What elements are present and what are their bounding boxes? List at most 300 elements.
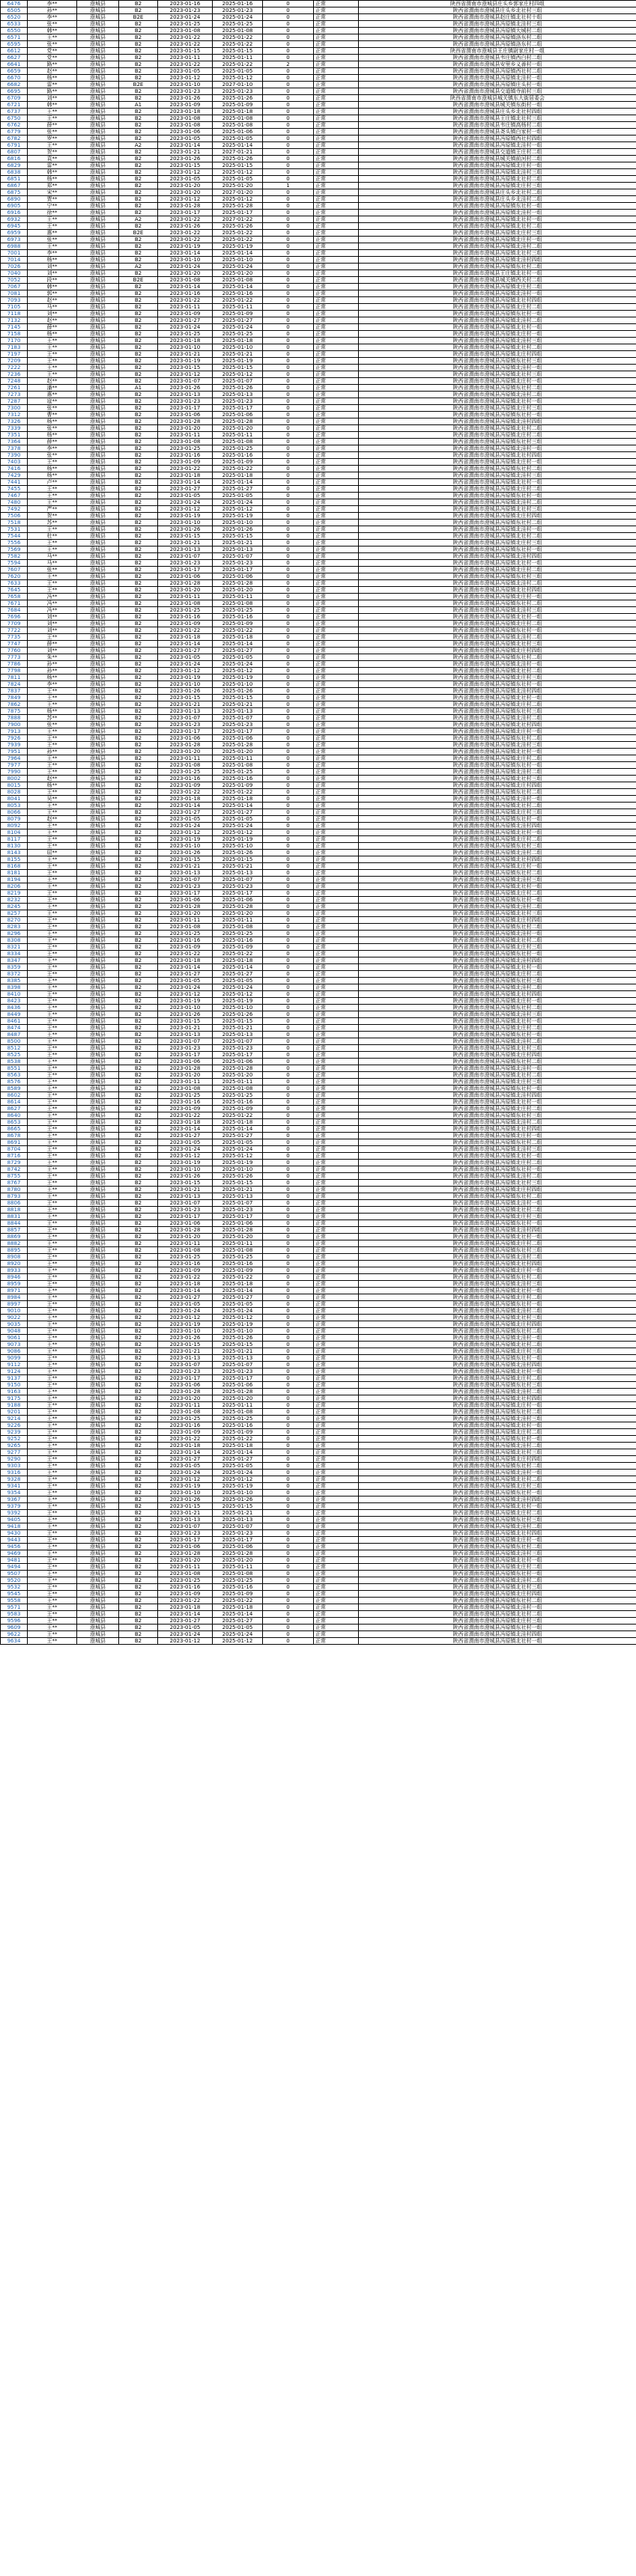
points-cell: 2 xyxy=(263,61,314,68)
address-cell: 陕西省渭南市澄城县冯原镇北社村一组 xyxy=(359,1638,636,1645)
driver-name-cell: 王** xyxy=(28,142,77,149)
issue-date-cell: 2023-01-22 xyxy=(158,466,213,472)
record-id-cell: 7518 xyxy=(1,520,28,526)
status-cell: 正常 xyxy=(314,897,359,904)
address-cell: 陕西省渭南市澄城县冯原镇北洼村二组 xyxy=(359,984,636,991)
table-row xyxy=(1,358,636,365)
valid-until-cell: 2025-01-14 xyxy=(213,641,263,648)
status-cell: 正常 xyxy=(314,742,359,749)
license-class-cell: B2 xyxy=(119,1355,158,1362)
issue-date-cell: 2023-01-20 xyxy=(158,183,213,189)
license-class-cell: B2 xyxy=(119,1085,158,1092)
table-row xyxy=(1,1173,636,1180)
issue-date-cell: 2023-01-05 xyxy=(158,978,213,984)
valid-until-cell: 2025-01-08 xyxy=(213,1571,263,1577)
record-id-cell: 9175 xyxy=(1,1395,28,1402)
points-cell: 0 xyxy=(263,1429,314,1436)
points-cell: 0 xyxy=(263,88,314,95)
address-cell: 陕西省渭南市澄城县安里乡义善村一组 xyxy=(359,61,636,68)
status-cell: 正常 xyxy=(314,264,359,270)
record-id-cell: 6641 xyxy=(1,61,28,68)
points-cell: 0 xyxy=(263,169,314,176)
driver-name-cell: 马** xyxy=(28,553,77,560)
issue-date-cell: 2023-01-06 xyxy=(158,735,213,742)
points-cell: 0 xyxy=(263,1018,314,1025)
office-cell: 澄城县 xyxy=(77,910,119,917)
address-cell: 陕西省渭南市澄城县冯原镇北庄村三组 xyxy=(359,540,636,546)
license-class-cell: A2 xyxy=(119,216,158,223)
points-cell: 0 xyxy=(263,176,314,183)
table-row xyxy=(1,836,636,843)
office-cell: 澄城县 xyxy=(77,243,119,250)
driver-name-cell: 冯** xyxy=(28,600,77,607)
record-id-cell: 6505 xyxy=(1,7,28,14)
table-row xyxy=(1,304,636,311)
status-cell: 正常 xyxy=(314,1443,359,1449)
driver-name-cell: 王** xyxy=(28,540,77,546)
issue-date-cell: 2023-01-18 xyxy=(158,796,213,803)
license-class-cell: B2 xyxy=(119,1342,158,1348)
address-cell: 陕西省渭南市澄城县冯原镇北社村三组 xyxy=(359,1449,636,1456)
valid-until-cell: 2025-01-19 xyxy=(213,1321,263,1328)
issue-date-cell: 2023-01-07 xyxy=(158,553,213,560)
points-cell: 0 xyxy=(263,1368,314,1375)
points-cell: 0 xyxy=(263,951,314,957)
record-id-cell: 9430 xyxy=(1,1530,28,1537)
license-class-cell: B2 xyxy=(119,1544,158,1550)
driver-name-cell: 薛** xyxy=(28,324,77,331)
license-class-cell: B2 xyxy=(119,1389,158,1395)
issue-date-cell: 2023-01-17 xyxy=(158,567,213,573)
driver-name-cell: 王** xyxy=(28,493,77,499)
driver-name-cell: 王** xyxy=(28,1106,77,1112)
points-cell: 0 xyxy=(263,1409,314,1416)
valid-until-cell: 2025-01-27 xyxy=(213,1618,263,1625)
issue-date-cell: 2023-01-16 xyxy=(158,290,213,297)
points-cell: 0 xyxy=(263,924,314,931)
points-cell: 0 xyxy=(263,344,314,351)
address-cell: 陕西省渭南市澄城县冯原镇北洼村四组 xyxy=(359,1631,636,1638)
license-class-cell: B2 xyxy=(119,944,158,951)
table-row xyxy=(1,14,636,21)
license-class-cell: B2 xyxy=(119,1025,158,1032)
office-cell: 澄城县 xyxy=(77,621,119,627)
record-id-cell: 8002 xyxy=(1,776,28,782)
office-cell: 澄城县 xyxy=(77,257,119,264)
status-cell: 正常 xyxy=(314,1335,359,1342)
status-cell: 正常 xyxy=(314,371,359,378)
status-cell: 正常 xyxy=(314,1463,359,1470)
table-row xyxy=(1,910,636,917)
valid-until-cell: 2025-01-19 xyxy=(213,513,263,520)
issue-date-cell: 2023-01-10 xyxy=(158,681,213,688)
driver-name-cell: 贺** xyxy=(28,513,77,520)
license-class-cell: B2 xyxy=(119,1092,158,1099)
driver-name-cell: 苏** xyxy=(28,715,77,722)
issue-date-cell: 2023-01-11 xyxy=(158,1079,213,1085)
license-class-cell: B2 xyxy=(119,1476,158,1483)
valid-until-cell: 2025-01-17 xyxy=(213,890,263,897)
address-cell: 陕西省渭南市澄城县冯原镇北社村三组 xyxy=(359,1045,636,1052)
address-cell: 陕西省渭南市澄城县冯原镇北洼村三组 xyxy=(359,1011,636,1018)
status-cell: 正常 xyxy=(314,1288,359,1294)
status-cell: 正常 xyxy=(314,641,359,648)
table-row xyxy=(1,1436,636,1443)
address-cell: 陕西省渭南市澄城县冯原镇北庄村二组 xyxy=(359,890,636,897)
valid-until-cell: 2025-01-18 xyxy=(213,634,263,641)
issue-date-cell: 2023-01-05 xyxy=(158,654,213,661)
license-class-cell: B2 xyxy=(119,1456,158,1463)
driver-name-cell: 张** xyxy=(28,21,77,28)
office-cell: 澄城县 xyxy=(77,115,119,122)
points-cell: 0 xyxy=(263,904,314,910)
points-cell: 0 xyxy=(263,277,314,284)
issue-date-cell: 2023-01-22 xyxy=(158,237,213,243)
license-class-cell: B2 xyxy=(119,365,158,371)
table-row xyxy=(1,641,636,648)
valid-until-cell: 2025-01-08 xyxy=(213,924,263,931)
points-cell: 0 xyxy=(263,237,314,243)
table-row xyxy=(1,1368,636,1375)
valid-until-cell: 2025-01-06 xyxy=(213,1220,263,1227)
points-cell: 0 xyxy=(263,755,314,762)
status-cell: 正常 xyxy=(314,1483,359,1490)
valid-until-cell: 2025-01-10 xyxy=(213,681,263,688)
license-class-cell: B2 xyxy=(119,1409,158,1416)
points-cell: 0 xyxy=(263,1321,314,1328)
record-id-cell: 6595 xyxy=(1,41,28,48)
issue-date-cell: 2023-01-16 xyxy=(158,452,213,459)
office-cell: 澄城县 xyxy=(77,223,119,230)
address-cell: 陕西省渭南市澄城县冯原镇北庄村二组 xyxy=(359,971,636,978)
status-cell: 正常 xyxy=(314,701,359,708)
status-cell: 正常 xyxy=(314,695,359,701)
valid-until-cell: 2025-01-27 xyxy=(213,1133,263,1139)
status-cell: 正常 xyxy=(314,1510,359,1517)
table-row xyxy=(1,237,636,243)
address-cell: 陕西省渭南市澄城县冯原镇北庄村三组 xyxy=(359,809,636,816)
issue-date-cell: 2023-01-12 xyxy=(158,1153,213,1160)
valid-until-cell: 2025-01-08 xyxy=(213,1085,263,1092)
valid-until-cell: 2025-01-05 xyxy=(213,978,263,984)
valid-until-cell: 2025-01-28 xyxy=(213,1065,263,1072)
office-cell: 澄城县 xyxy=(77,338,119,344)
points-cell: 0 xyxy=(263,324,314,331)
issue-date-cell: 2023-01-05 xyxy=(158,1139,213,1146)
valid-until-cell: 2025-01-28 xyxy=(213,203,263,210)
license-class-cell: B2 xyxy=(119,1368,158,1375)
record-id-cell: 7735 xyxy=(1,634,28,641)
driver-name-cell: 郭** xyxy=(28,290,77,297)
record-id-cell: 7773 xyxy=(1,654,28,661)
valid-until-cell: 2025-01-21 xyxy=(213,1025,263,1032)
valid-until-cell: 2025-01-05 xyxy=(213,176,263,183)
license-class-cell: B2 xyxy=(119,317,158,324)
driver-name-cell: 孙** xyxy=(28,668,77,675)
issue-date-cell: 2023-01-13 xyxy=(158,1193,213,1200)
driver-name-cell: 李** xyxy=(28,14,77,21)
status-cell: 正常 xyxy=(314,668,359,675)
driver-name-cell: 王** xyxy=(28,216,77,223)
table-row xyxy=(1,1119,636,1126)
status-cell: 正常 xyxy=(314,1584,359,1591)
record-id-cell: 9558 xyxy=(1,1598,28,1604)
license-class-cell: B2 xyxy=(119,910,158,917)
status-cell: 正常 xyxy=(314,856,359,863)
record-id-cell: 8321 xyxy=(1,944,28,951)
office-cell: 澄城县 xyxy=(77,1496,119,1503)
record-id-cell: 6682 xyxy=(1,82,28,88)
office-cell: 澄城县 xyxy=(77,722,119,728)
points-cell: 0 xyxy=(263,270,314,277)
valid-until-cell: 2025-01-05 xyxy=(213,1301,263,1308)
table-row xyxy=(1,445,636,452)
driver-name-cell: 王** xyxy=(28,1321,77,1328)
record-id-cell: 7569 xyxy=(1,546,28,553)
table-row xyxy=(1,183,636,189)
table-row xyxy=(1,856,636,863)
status-cell: 正常 xyxy=(314,297,359,304)
driver-name-cell: 徐** xyxy=(28,210,77,216)
points-cell: 0 xyxy=(263,931,314,937)
valid-until-cell: 2025-01-08 xyxy=(213,277,263,284)
valid-until-cell: 2025-01-26 xyxy=(213,1496,263,1503)
table-row xyxy=(1,1005,636,1011)
driver-name-cell: 王** xyxy=(28,1517,77,1523)
issue-date-cell: 2023-01-27 xyxy=(158,317,213,324)
driver-name-cell: 杨** xyxy=(28,257,77,264)
office-cell: 澄城县 xyxy=(77,1463,119,1470)
table-row xyxy=(1,1180,636,1187)
driver-name-cell: 王** xyxy=(28,109,77,115)
office-cell: 澄城县 xyxy=(77,1638,119,1645)
address-cell: 陕西省渭南市澄城县冯原镇北社村二组 xyxy=(359,425,636,432)
issue-date-cell: 2023-01-14 xyxy=(158,1611,213,1618)
issue-date-cell: 2023-01-23 xyxy=(158,722,213,728)
issue-date-cell: 2023-01-18 xyxy=(158,1604,213,1611)
issue-date-cell: 2023-01-26 xyxy=(158,1335,213,1342)
status-cell: 正常 xyxy=(314,573,359,580)
license-class-cell: B2 xyxy=(119,1611,158,1618)
driver-name-cell: 王** xyxy=(28,1449,77,1456)
office-cell: 澄城县 xyxy=(77,1294,119,1301)
license-class-cell: B2 xyxy=(119,573,158,580)
table-row xyxy=(1,883,636,890)
record-id-cell: 8245 xyxy=(1,904,28,910)
issue-date-cell: 2023-01-16 xyxy=(158,776,213,782)
address-cell: 陕西省渭南市澄城县冯原镇北洼村二组 xyxy=(359,243,636,250)
driver-name-cell: 王** xyxy=(28,1294,77,1301)
valid-until-cell: 2025-01-26 xyxy=(213,156,263,162)
points-cell: 0 xyxy=(263,1011,314,1018)
address-cell: 陕西省渭南市澄城县冯原镇北洼村一组 xyxy=(359,796,636,803)
valid-until-cell: 2025-01-13 xyxy=(213,1193,263,1200)
table-row xyxy=(1,850,636,856)
valid-until-cell: 2025-01-07 xyxy=(213,877,263,883)
table-row xyxy=(1,1153,636,1160)
status-cell: 正常 xyxy=(314,823,359,829)
issue-date-cell: 2023-01-19 xyxy=(158,513,213,520)
office-cell: 澄城县 xyxy=(77,459,119,466)
valid-until-cell: 2025-01-20 xyxy=(213,587,263,594)
valid-until-cell: 2025-01-27 xyxy=(213,486,263,493)
status-cell: 正常 xyxy=(314,1227,359,1234)
license-class-cell: B2 xyxy=(119,1,158,7)
record-id-cell: 7132 xyxy=(1,317,28,324)
address-cell: 陕西省渭南市澄城县冯原镇北庄村三组 xyxy=(359,1483,636,1490)
table-row xyxy=(1,486,636,493)
status-cell: 正常 xyxy=(314,284,359,290)
table-row xyxy=(1,257,636,264)
office-cell: 澄城县 xyxy=(77,1153,119,1160)
record-id-cell: 8512 xyxy=(1,1045,28,1052)
points-cell: 0 xyxy=(263,856,314,863)
table-row xyxy=(1,1382,636,1389)
valid-until-cell: 2025-01-09 xyxy=(213,1591,263,1598)
driver-name-cell: 冯** xyxy=(28,607,77,614)
record-id-cell: 9456 xyxy=(1,1544,28,1550)
driver-name-cell: 寇** xyxy=(28,398,77,405)
license-class-cell: B2 xyxy=(119,1166,158,1173)
address-cell: 陕西省渭南市澄城县冯原镇北庄村二组 xyxy=(359,1564,636,1571)
status-cell: 正常 xyxy=(314,1523,359,1530)
points-cell: 0 xyxy=(263,14,314,21)
points-cell: 0 xyxy=(263,1483,314,1490)
record-id-cell: 6973 xyxy=(1,237,28,243)
table-row xyxy=(1,931,636,937)
office-cell: 澄城县 xyxy=(77,452,119,459)
driver-name-cell: 王** xyxy=(28,1611,77,1618)
valid-until-cell: 2025-01-16 xyxy=(213,1,263,7)
issue-date-cell: 2023-01-10 xyxy=(158,82,213,88)
driver-name-cell: 赵** xyxy=(28,776,77,782)
driver-name-cell: 杨** xyxy=(28,782,77,789)
points-cell: 0 xyxy=(263,984,314,991)
table-row xyxy=(1,1301,636,1308)
points-cell: 0 xyxy=(263,1254,314,1261)
valid-until-cell: 2025-01-24 xyxy=(213,264,263,270)
license-class-cell: B2 xyxy=(119,129,158,136)
driver-name-cell: 王** xyxy=(28,1544,77,1550)
driver-name-cell: 王** xyxy=(28,964,77,971)
status-cell: 正常 xyxy=(314,196,359,203)
status-cell: 正常 xyxy=(314,412,359,418)
issue-date-cell: 2023-01-13 xyxy=(158,1517,213,1523)
driver-name-cell: 王** xyxy=(28,1173,77,1180)
driver-name-cell: 王** xyxy=(28,924,77,931)
record-id-cell: 8181 xyxy=(1,870,28,877)
address-cell: 陕西省渭南市澄城县冯原镇北社村一组 xyxy=(359,1368,636,1375)
valid-until-cell: 2025-01-18 xyxy=(213,472,263,479)
record-id-cell: 6612 xyxy=(1,48,28,55)
valid-until-cell: 2025-01-05 xyxy=(213,493,263,499)
driver-name-cell: 王** xyxy=(28,1267,77,1274)
valid-until-cell: 2025-01-26 xyxy=(213,385,263,392)
office-cell: 澄城县 xyxy=(77,1476,119,1483)
address-cell: 陕西省渭南市澄城县冯原镇西社村二组 xyxy=(359,68,636,75)
table-row xyxy=(1,365,636,371)
table-row xyxy=(1,782,636,789)
status-cell: 正常 xyxy=(314,1342,359,1348)
table-row xyxy=(1,1463,636,1470)
license-class-cell: B2 xyxy=(119,189,158,196)
record-id-cell: 6533 xyxy=(1,21,28,28)
table-row xyxy=(1,1618,636,1625)
issue-date-cell: 2023-01-16 xyxy=(158,937,213,944)
driver-name-cell: 王** xyxy=(28,1052,77,1059)
status-cell: 正常 xyxy=(314,1456,359,1463)
table-row xyxy=(1,1018,636,1025)
status-cell: 正常 xyxy=(314,836,359,843)
status-cell: 正常 xyxy=(314,136,359,142)
license-class-cell: B2 xyxy=(119,735,158,742)
points-cell: 0 xyxy=(263,1362,314,1368)
table-row xyxy=(1,567,636,573)
office-cell: 澄城县 xyxy=(77,796,119,803)
status-cell: 正常 xyxy=(314,290,359,297)
office-cell: 澄城县 xyxy=(77,48,119,55)
driver-name-cell: 张** xyxy=(28,425,77,432)
issue-date-cell: 2023-01-10 xyxy=(158,1166,213,1173)
office-cell: 澄城县 xyxy=(77,1611,119,1618)
record-id-cell: 6791 xyxy=(1,142,28,149)
issue-date-cell: 2023-01-17 xyxy=(158,1375,213,1382)
address-cell: 陕西省渭南市澄城县冯原镇北庄村四组 xyxy=(359,513,636,520)
address-cell: 陕西省渭南市澄城县冯原镇北洼村三组 xyxy=(359,1146,636,1153)
address-cell: 陕西省渭南市澄城县冯原镇东社村一组 xyxy=(359,1625,636,1631)
address-cell: 陕西省渭南市澄城县冯原镇北庄村一组 xyxy=(359,863,636,870)
office-cell: 澄城县 xyxy=(77,1429,119,1436)
address-cell: 陕西省渭南市澄城县冯原镇东社村一组 xyxy=(359,203,636,210)
office-cell: 澄城县 xyxy=(77,68,119,75)
table-row xyxy=(1,398,636,405)
points-cell: 0 xyxy=(263,553,314,560)
record-id-cell: 7300 xyxy=(1,405,28,412)
table-row xyxy=(1,904,636,910)
driver-name-cell: 王** xyxy=(28,917,77,924)
license-class-cell: B2 xyxy=(119,931,158,937)
license-class-cell: B2 xyxy=(119,34,158,41)
address-cell: 陕西省渭南市澄城县冯原镇北社村三组 xyxy=(359,371,636,378)
points-cell: 0 xyxy=(263,998,314,1005)
record-id-cell: 8257 xyxy=(1,910,28,917)
driver-name-cell: 王** xyxy=(28,580,77,587)
license-class-cell: B2 xyxy=(119,1328,158,1335)
office-cell: 澄城县 xyxy=(77,1631,119,1638)
office-cell: 澄城县 xyxy=(77,1544,119,1550)
issue-date-cell: 2023-01-22 xyxy=(158,789,213,796)
driver-name-cell: 王** xyxy=(28,937,77,944)
office-cell: 澄城县 xyxy=(77,304,119,311)
table-row xyxy=(1,1220,636,1227)
office-cell: 澄城县 xyxy=(77,1119,119,1126)
table-row xyxy=(1,61,636,68)
status-cell: 正常 xyxy=(314,1618,359,1625)
record-id-cell: 7429 xyxy=(1,472,28,479)
points-cell: 0 xyxy=(263,1335,314,1342)
points-cell: 0 xyxy=(263,1281,314,1288)
license-class-cell: B2 xyxy=(119,162,158,169)
issue-date-cell: 2023-01-20 xyxy=(158,587,213,594)
points-cell: 0 xyxy=(263,823,314,829)
license-class-cell: B2 xyxy=(119,654,158,661)
office-cell: 澄城县 xyxy=(77,984,119,991)
status-cell: 正常 xyxy=(314,1160,359,1166)
record-id-cell: 7261 xyxy=(1,385,28,392)
issue-date-cell: 2023-01-10 xyxy=(158,344,213,351)
office-cell: 澄城县 xyxy=(77,1173,119,1180)
office-cell: 澄城县 xyxy=(77,978,119,984)
